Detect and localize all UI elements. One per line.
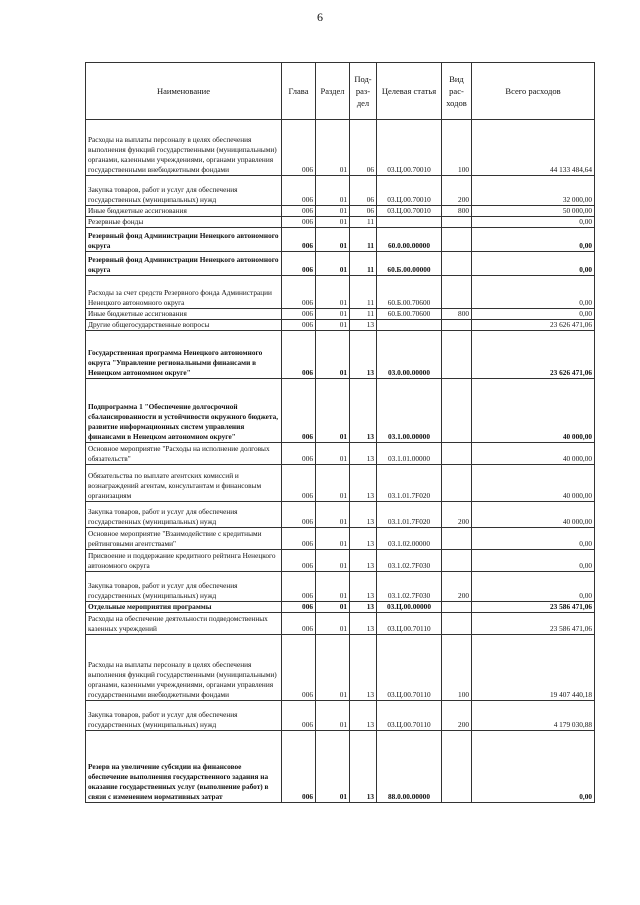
row-vid: 200 bbox=[442, 572, 472, 602]
row-vid bbox=[442, 331, 472, 379]
row-total: 23 626 471,06 bbox=[472, 331, 595, 379]
row-glava: 006 bbox=[282, 309, 316, 320]
row-vid bbox=[442, 613, 472, 635]
row-target: 03.Ц.00.70010 bbox=[377, 176, 442, 206]
row-target: 60.Б.00.70600 bbox=[377, 309, 442, 320]
row-glava: 006 bbox=[282, 443, 316, 465]
row-podrazdel: 11 bbox=[350, 309, 377, 320]
table-row bbox=[86, 228, 595, 252]
row-vid bbox=[442, 731, 472, 803]
row-name: Основное мероприятие "Взаимодействие с кредитными рейтинговыми агентствами" bbox=[86, 528, 282, 550]
row-name: Основное мероприятие "Расходы на исполнение долговых обязательств" bbox=[86, 443, 282, 465]
table-row bbox=[86, 528, 595, 550]
row-podrazdel: 13 bbox=[350, 572, 377, 602]
row-glava: 006 bbox=[282, 217, 316, 228]
header-podrazdel: Под-раз-дел bbox=[350, 63, 377, 120]
row-name: Резерв на увеличение субсидии на финансовое обеспечение выполнения государственного задания на оказание государственных услуг (выполнение работ) в связи с изменением нормативных затрат bbox=[86, 731, 282, 803]
row-podrazdel: 11 bbox=[350, 228, 377, 252]
row-glava: 006 bbox=[282, 176, 316, 206]
page-number: 6 bbox=[317, 10, 323, 24]
row-razdel: 01 bbox=[316, 320, 350, 331]
row-razdel: 01 bbox=[316, 701, 350, 731]
row-target: 03.1.02.00000 bbox=[377, 528, 442, 550]
row-total: 0,00 bbox=[472, 550, 595, 572]
row-total: 40 000,00 bbox=[472, 379, 595, 443]
header-vid: Вид рас-ходов bbox=[442, 63, 472, 120]
table-row bbox=[86, 320, 595, 331]
row-total: 4 179 030,88 bbox=[472, 701, 595, 731]
row-vid: 200 bbox=[442, 701, 472, 731]
row-podrazdel: 13 bbox=[350, 379, 377, 443]
row-name: Присвоение и поддержание кредитного рейтинга Ненецкого автономного округа bbox=[86, 550, 282, 572]
row-target: 03.1.01.00000 bbox=[377, 443, 442, 465]
row-target: 03.Ц.00.70010 bbox=[377, 120, 442, 176]
row-podrazdel: 13 bbox=[350, 502, 377, 528]
expenditure-table bbox=[85, 62, 595, 803]
row-target: 03.0.00.00000 bbox=[377, 331, 442, 379]
row-total: 32 000,00 bbox=[472, 176, 595, 206]
row-razdel: 01 bbox=[316, 502, 350, 528]
table-row bbox=[86, 276, 595, 309]
row-glava: 006 bbox=[282, 572, 316, 602]
table-row bbox=[86, 120, 595, 176]
row-podrazdel: 06 bbox=[350, 120, 377, 176]
table-row bbox=[86, 572, 595, 602]
row-podrazdel: 06 bbox=[350, 206, 377, 217]
row-razdel: 01 bbox=[316, 217, 350, 228]
row-glava: 006 bbox=[282, 502, 316, 528]
row-glava: 006 bbox=[282, 701, 316, 731]
row-razdel: 01 bbox=[316, 613, 350, 635]
row-total: 40 000,00 bbox=[472, 465, 595, 502]
row-podrazdel: 13 bbox=[350, 613, 377, 635]
row-glava: 006 bbox=[282, 331, 316, 379]
row-podrazdel: 11 bbox=[350, 217, 377, 228]
row-podrazdel: 13 bbox=[350, 331, 377, 379]
row-name: Закупка товаров, работ и услуг для обеспечения государственных (муниципальных) нужд bbox=[86, 701, 282, 731]
row-name: Резервный фонд Администрации Ненецкого автономного округа bbox=[86, 252, 282, 276]
header-target: Целевая статья bbox=[377, 63, 442, 120]
row-razdel: 01 bbox=[316, 550, 350, 572]
row-vid: 100 bbox=[442, 120, 472, 176]
row-razdel: 01 bbox=[316, 206, 350, 217]
row-vid: 100 bbox=[442, 635, 472, 701]
row-name: Другие общегосударственные вопросы bbox=[86, 320, 282, 331]
row-vid bbox=[442, 320, 472, 331]
table-row bbox=[86, 731, 595, 803]
row-razdel: 01 bbox=[316, 731, 350, 803]
row-podrazdel: 13 bbox=[350, 550, 377, 572]
row-target: 03.Ц.00.70110 bbox=[377, 635, 442, 701]
row-target: 03.1.02.7F030 bbox=[377, 572, 442, 602]
row-glava: 006 bbox=[282, 120, 316, 176]
table-row bbox=[86, 331, 595, 379]
row-razdel: 01 bbox=[316, 635, 350, 701]
row-total: 40 000,00 bbox=[472, 502, 595, 528]
table-row bbox=[86, 443, 595, 465]
row-razdel: 01 bbox=[316, 276, 350, 309]
row-podrazdel: 13 bbox=[350, 731, 377, 803]
header-total: Всего расходов bbox=[472, 63, 595, 120]
row-vid bbox=[442, 528, 472, 550]
table-row bbox=[86, 550, 595, 572]
table-row bbox=[86, 465, 595, 502]
table-row bbox=[86, 252, 595, 276]
header-row bbox=[86, 63, 595, 120]
row-target: 60.Б.00.70600 bbox=[377, 276, 442, 309]
table-row bbox=[86, 701, 595, 731]
row-target bbox=[377, 217, 442, 228]
row-vid bbox=[442, 443, 472, 465]
table-row bbox=[86, 176, 595, 206]
row-podrazdel: 13 bbox=[350, 635, 377, 701]
row-target: 03.Ц.00.70110 bbox=[377, 613, 442, 635]
row-vid bbox=[442, 465, 472, 502]
table-row bbox=[86, 635, 595, 701]
row-target bbox=[377, 320, 442, 331]
row-total: 44 133 484,64 bbox=[472, 120, 595, 176]
row-target: 03.1.00.00000 bbox=[377, 379, 442, 443]
row-name: Закупка товаров, работ и услуг для обеспечения государственных (муниципальных) нужд bbox=[86, 176, 282, 206]
row-podrazdel: 13 bbox=[350, 320, 377, 331]
table-row bbox=[86, 613, 595, 635]
row-name: Расходы на обеспечение деятельности подведомственных казенных учреждений bbox=[86, 613, 282, 635]
table-row bbox=[86, 206, 595, 217]
table-row bbox=[86, 309, 595, 320]
row-glava: 006 bbox=[282, 528, 316, 550]
row-target: 03.1.02.7F030 bbox=[377, 550, 442, 572]
row-target: 60.Б.00.00000 bbox=[377, 252, 442, 276]
row-target: 03.1.01.7F020 bbox=[377, 502, 442, 528]
table-row bbox=[86, 217, 595, 228]
row-glava: 006 bbox=[282, 550, 316, 572]
row-razdel: 01 bbox=[316, 528, 350, 550]
row-glava: 006 bbox=[282, 602, 316, 613]
row-glava: 006 bbox=[282, 276, 316, 309]
row-name: Закупка товаров, работ и услуг для обеспечения государственных (муниципальных) нужд bbox=[86, 502, 282, 528]
row-podrazdel: 13 bbox=[350, 602, 377, 613]
row-podrazdel: 13 bbox=[350, 701, 377, 731]
row-name: Расходы на выплаты персоналу в целях обеспечения выполнения функций государственными (муниципальными) органами, казенными учреждениями, органами управления государственными внебюджетными фондами bbox=[86, 635, 282, 701]
row-name: Закупка товаров, работ и услуг для обеспечения государственных (муниципальных) нужд bbox=[86, 572, 282, 602]
row-glava: 006 bbox=[282, 206, 316, 217]
row-razdel: 01 bbox=[316, 331, 350, 379]
row-vid bbox=[442, 252, 472, 276]
row-podrazdel: 13 bbox=[350, 443, 377, 465]
row-name: Подпрограмма 1 "Обеспечение долгосрочной сбалансированности и устойчивости окружного бюджета, развитие информационных систем управления финансами в Ненецком автономном округе" bbox=[86, 379, 282, 443]
row-glava: 006 bbox=[282, 252, 316, 276]
row-name: Обязательства по выплате агентских комиссий и вознаграждений агентам, консультантам и финансовым организациям bbox=[86, 465, 282, 502]
header-glava: Глава bbox=[282, 63, 316, 120]
row-razdel: 01 bbox=[316, 572, 350, 602]
table-row bbox=[86, 602, 595, 613]
row-target: 03.Ц.00.70110 bbox=[377, 701, 442, 731]
row-vid: 200 bbox=[442, 502, 472, 528]
row-total: 50 000,00 bbox=[472, 206, 595, 217]
row-glava: 006 bbox=[282, 320, 316, 331]
row-name: Иные бюджетные ассигнования bbox=[86, 206, 282, 217]
row-vid: 800 bbox=[442, 309, 472, 320]
row-razdel: 01 bbox=[316, 176, 350, 206]
row-podrazdel: 11 bbox=[350, 252, 377, 276]
row-total: 0,00 bbox=[472, 228, 595, 252]
row-target: 88.0.00.00000 bbox=[377, 731, 442, 803]
row-target: 03.Ц.00.70010 bbox=[377, 206, 442, 217]
row-razdel: 01 bbox=[316, 443, 350, 465]
row-total: 19 407 440,18 bbox=[472, 635, 595, 701]
row-vid bbox=[442, 276, 472, 309]
row-vid bbox=[442, 550, 472, 572]
row-glava: 006 bbox=[282, 228, 316, 252]
row-razdel: 01 bbox=[316, 465, 350, 502]
row-glava: 006 bbox=[282, 731, 316, 803]
row-vid: 800 bbox=[442, 206, 472, 217]
row-total: 0,00 bbox=[472, 252, 595, 276]
row-name: Отдельные мероприятия программы bbox=[86, 602, 282, 613]
header-name: Наименование bbox=[86, 63, 282, 120]
row-podrazdel: 06 bbox=[350, 176, 377, 206]
row-total: 0,00 bbox=[472, 572, 595, 602]
row-total: 0,00 bbox=[472, 731, 595, 803]
row-razdel: 01 bbox=[316, 309, 350, 320]
row-target: 03.1.01.7F020 bbox=[377, 465, 442, 502]
row-total: 40 000,00 bbox=[472, 443, 595, 465]
row-target: 03.Ц.00.00000 bbox=[377, 602, 442, 613]
row-vid bbox=[442, 228, 472, 252]
row-total: 0,00 bbox=[472, 217, 595, 228]
row-target: 60.0.00.00000 bbox=[377, 228, 442, 252]
row-vid bbox=[442, 379, 472, 443]
row-glava: 006 bbox=[282, 379, 316, 443]
row-razdel: 01 bbox=[316, 252, 350, 276]
row-glava: 006 bbox=[282, 635, 316, 701]
row-razdel: 01 bbox=[316, 120, 350, 176]
table-row bbox=[86, 502, 595, 528]
row-name: Расходы за счет средств Резервного фонда Администрации Ненецкого автономного округа bbox=[86, 276, 282, 309]
row-name: Резервный фонд Администрации Ненецкого автономного округа bbox=[86, 228, 282, 252]
row-name: Расходы на выплаты персоналу в целях обеспечения выполнения функций государственными (муниципальными) органами, казенными учреждениями, органами управления государственными внебюджетными фондами bbox=[86, 120, 282, 176]
table-row bbox=[86, 379, 595, 443]
row-name: Иные бюджетные ассигнования bbox=[86, 309, 282, 320]
row-total: 0,00 bbox=[472, 276, 595, 309]
row-total: 23 626 471,06 bbox=[472, 320, 595, 331]
row-vid bbox=[442, 602, 472, 613]
row-vid: 200 bbox=[442, 176, 472, 206]
row-glava: 006 bbox=[282, 465, 316, 502]
row-razdel: 01 bbox=[316, 602, 350, 613]
row-name: Государственная программа Ненецкого автономного округа "Управление региональными финансами в Ненецком автономном округе" bbox=[86, 331, 282, 379]
row-name: Резервные фонды bbox=[86, 217, 282, 228]
row-total: 0,00 bbox=[472, 309, 595, 320]
row-podrazdel: 13 bbox=[350, 465, 377, 502]
row-razdel: 01 bbox=[316, 228, 350, 252]
row-total: 23 586 471,06 bbox=[472, 613, 595, 635]
header-razdel: Раздел bbox=[316, 63, 350, 120]
row-razdel: 01 bbox=[316, 379, 350, 443]
row-total: 23 586 471,06 bbox=[472, 602, 595, 613]
row-vid bbox=[442, 217, 472, 228]
row-glava: 006 bbox=[282, 613, 316, 635]
row-podrazdel: 11 bbox=[350, 276, 377, 309]
row-total: 0,00 bbox=[472, 528, 595, 550]
row-podrazdel: 13 bbox=[350, 528, 377, 550]
